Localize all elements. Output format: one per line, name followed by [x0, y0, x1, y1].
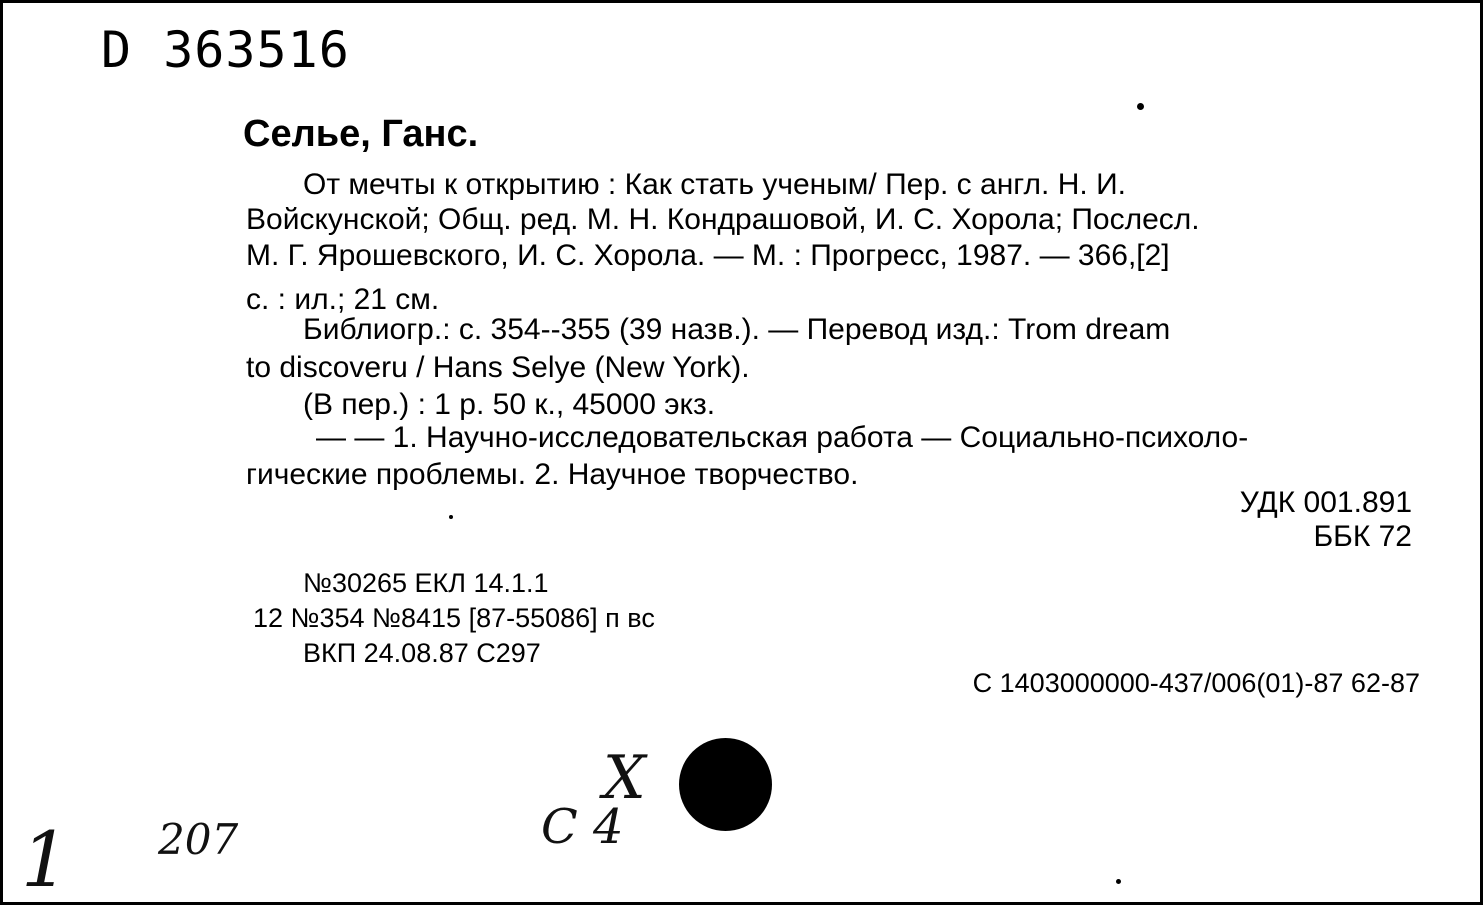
bibliography-line-2: to discoveru / Hans Selye (New York).	[246, 351, 750, 384]
subjects-line-2: гические проблемы. 2. Научное творчество.	[246, 458, 859, 491]
description-line-2: Войскунской; Общ. ред. М. Н. Кондрашовой, И. С. Хорола; Послесл.	[246, 203, 1200, 236]
handwritten-shelf-mark: С 4	[541, 799, 624, 855]
udk-code: УДК 001.891	[1239, 486, 1412, 519]
ink-speck	[1137, 103, 1144, 110]
ink-speck	[449, 515, 453, 519]
register-line-1: №30265 ЕКЛ 14.1.1	[303, 568, 549, 598]
price-line: (В пер.) : 1 р. 50 к., 45000 экз.	[303, 388, 716, 421]
author-heading: Селье, Ганс.	[243, 113, 479, 155]
black-dot-stamp	[679, 738, 772, 831]
description-line-3: М. Г. Ярошевского, И. С. Хорола. — М. : Прогресс, 1987. — 366,[2]	[246, 239, 1170, 272]
bibliography-line-1: Библиогр.: с. 354--355 (39 назв.). — Перевод изд.: Trom dream	[303, 313, 1171, 346]
subjects-line-1: — — 1. Научно-исследовательская работа — Социально-психоло-	[316, 421, 1249, 454]
register-line-3: ВКП 24.08.87 С297	[303, 638, 541, 668]
classification-code: С 1403000000-437/006(01)-87 62-87	[972, 668, 1420, 698]
handwritten-mark-left: 1	[21, 815, 70, 904]
description-line-1: От мечты к открытию : Как стать ученым/ Пер. с англ. Н. И.	[303, 168, 1126, 201]
ink-speck	[1116, 879, 1121, 884]
handwritten-number: 207	[158, 815, 239, 864]
description-line-4: с. : ил.; 21 см.	[246, 283, 440, 316]
handwritten-check-mark: Х	[603, 743, 646, 813]
bbk-code: ББК 72	[1313, 520, 1412, 553]
call-number: D 363516	[101, 21, 350, 79]
register-line-2: 12 №354 №8415 [87-55086] п вс	[253, 603, 655, 633]
